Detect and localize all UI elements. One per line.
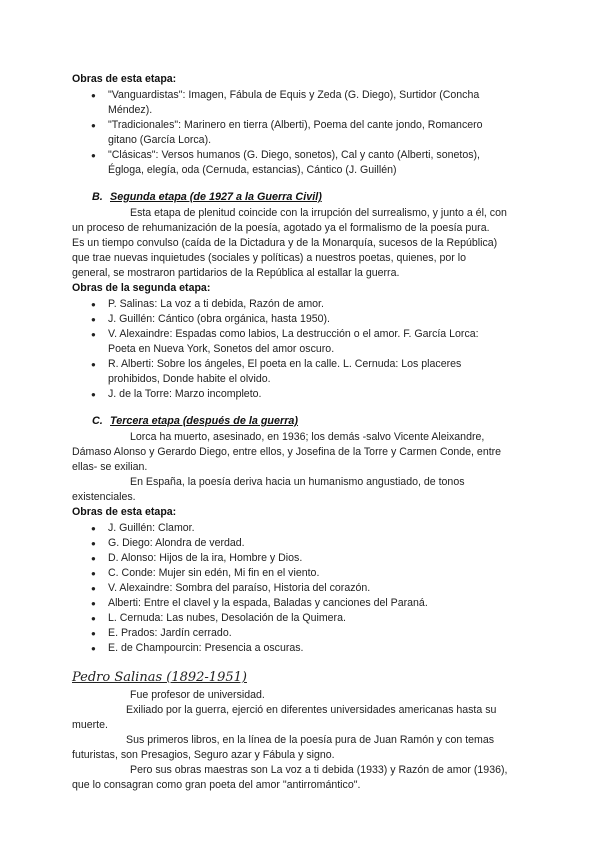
paragraph-line: Dámaso Alonso y Gerardo Diego, entre ellos, y Josefina de la Torre y Carmen Conde, entre — [72, 446, 502, 458]
list-item-line: gitano (García Lorca). — [108, 134, 212, 146]
list-item-line: D. Alonso: Hijos de la ira, Hombre y Dios. — [108, 552, 303, 564]
section-heading-c — [92, 414, 298, 429]
bullet: ● — [91, 584, 96, 593]
section-title: Tercera etapa (después de la guerra) — [110, 415, 299, 427]
list-item-line: J. Guillén: Cántico (obra orgánica, hasta 1950). — [108, 313, 331, 325]
paragraph-line: existenciales. — [72, 491, 136, 503]
bullet: ● — [91, 524, 96, 533]
bullet: ● — [91, 390, 96, 399]
bullet: ● — [91, 569, 96, 578]
list-item-line: R. Alberti: Sobre los ángeles, El poeta en la calle. L. Cernuda: Los placeres — [108, 358, 462, 370]
author-heading: Pedro Salinas (1892-1951) — [72, 670, 247, 685]
paragraph-line: que lo consagran como gran poeta del amor "antirromántico". — [72, 779, 361, 791]
paragraph-line: un proceso de rehumanización de la poesía, agotado ya el formalismo de la poesía pura. — [72, 222, 490, 234]
list-item-line: J. Guillén: Clamor. — [108, 522, 195, 534]
bullet: ● — [91, 330, 96, 339]
paragraph-line: futuristas, son Presagios, Seguro azar y Fábula y signo. — [72, 749, 335, 761]
list-item-line: V. Alexaindre: Espadas como labios, La destrucción o el amor. F. García Lorca: — [108, 328, 479, 340]
bullet: ● — [91, 300, 96, 309]
paragraph-line: muerte. — [72, 719, 108, 731]
list-item-line: E. Prados: Jardín cerrado. — [108, 627, 232, 639]
list-item-line: "Vanguardistas": Imagen, Fábula de Equis y Zeda (G. Diego), Surtidor (Concha — [108, 89, 480, 101]
paragraph-line: Es un tiempo convulso (caída de la Dictadura y de la Monarquía, sucesos de la República) — [72, 237, 498, 249]
paragraph-line: general, se mostraron partidarios de la República al estallar la guerra. — [72, 267, 400, 279]
paragraph-line: Sus primeros libros, en la línea de la poesía pura de Juan Ramón y con temas — [126, 734, 495, 746]
list-item-line: "Tradicionales": Marinero en tierra (Alberti), Poema del cante jondo, Romancero — [108, 119, 483, 131]
works-heading-b: Obras de la segunda etapa: — [72, 282, 211, 294]
bullet: ● — [91, 554, 96, 563]
list-item-line: C. Conde: Mujer sin edén, Mi fin en el viento. — [108, 567, 320, 579]
list-item-line: P. Salinas: La voz a ti debida, Razón de amor. — [108, 298, 324, 310]
list-item-line: J. de la Torre: Marzo incompleto. — [108, 388, 262, 400]
section-heading-b — [92, 190, 322, 205]
bullet: ● — [91, 360, 96, 369]
works-heading-c: Obras de esta etapa: — [72, 506, 177, 518]
paragraph-line: que trae nuevas inquietudes (sociales y políticas) a nuestros poetas, quienes, por lo — [72, 252, 466, 264]
list-item-line: "Clásicas": Versos humanos (G. Diego, sonetos), Cal y canto (Alberti, sonetos), — [108, 149, 480, 161]
list-item-line: G. Diego: Alondra de verdad. — [108, 537, 245, 549]
paragraph-line: ellas- se exilian. — [72, 461, 148, 473]
paragraph-line: Pero sus obras maestras son La voz a ti debida (1933) y Razón de amor (1936), — [130, 764, 508, 776]
paragraph-line: Esta etapa de plenitud coincide con la irrupción del surrealismo, y junto a él, con — [130, 207, 507, 219]
list-item-line: L. Cernuda: Las nubes, Desolación de la Quimera. — [108, 612, 346, 624]
list-item-line: E. de Champourcin: Presencia a oscuras. — [108, 642, 304, 654]
list-item-line: Alberti: Entre el clavel y la espada, Baladas y canciones del Paraná. — [108, 597, 428, 609]
bullet: ● — [91, 91, 96, 100]
section-letter: B. — [92, 191, 103, 203]
list-item-line: prohibidos, Donde habite el olvido. — [108, 373, 271, 385]
list-item-line: V. Alexaindre: Sombra del paraíso, Historia del corazón. — [108, 582, 371, 594]
bullet: ● — [91, 315, 96, 324]
bullet: ● — [91, 644, 96, 653]
paragraph-line: Fue profesor de universidad. — [130, 689, 265, 701]
bullet: ● — [91, 599, 96, 608]
bullet: ● — [91, 629, 96, 638]
section-letter: C. — [92, 415, 103, 427]
section-title: Segunda etapa (de 1927 a la Guerra Civil) — [110, 191, 322, 203]
bullet: ● — [91, 121, 96, 130]
paragraph-line: En España, la poesía deriva hacia un humanismo angustiado, de tonos — [130, 476, 465, 488]
list-item-line: Égloga, elegía, oda (Cernuda, estancias), Cántico (J. Guillén) — [108, 164, 397, 176]
bullet: ● — [91, 539, 96, 548]
bullet: ● — [91, 151, 96, 160]
list-item-line: Poeta en Nueva York, Sonetos del amor oscuro. — [108, 343, 335, 355]
paragraph-line: Exiliado por la guerra, ejerció en diferentes universidades americanas hasta su — [126, 704, 497, 716]
bullet: ● — [91, 614, 96, 623]
works-heading-a: Obras de esta etapa: — [72, 73, 177, 85]
paragraph-line: Lorca ha muerto, asesinado, en 1936; los demás -salvo Vicente Aleixandre, — [130, 431, 485, 443]
list-item-line: Méndez). — [108, 104, 153, 116]
